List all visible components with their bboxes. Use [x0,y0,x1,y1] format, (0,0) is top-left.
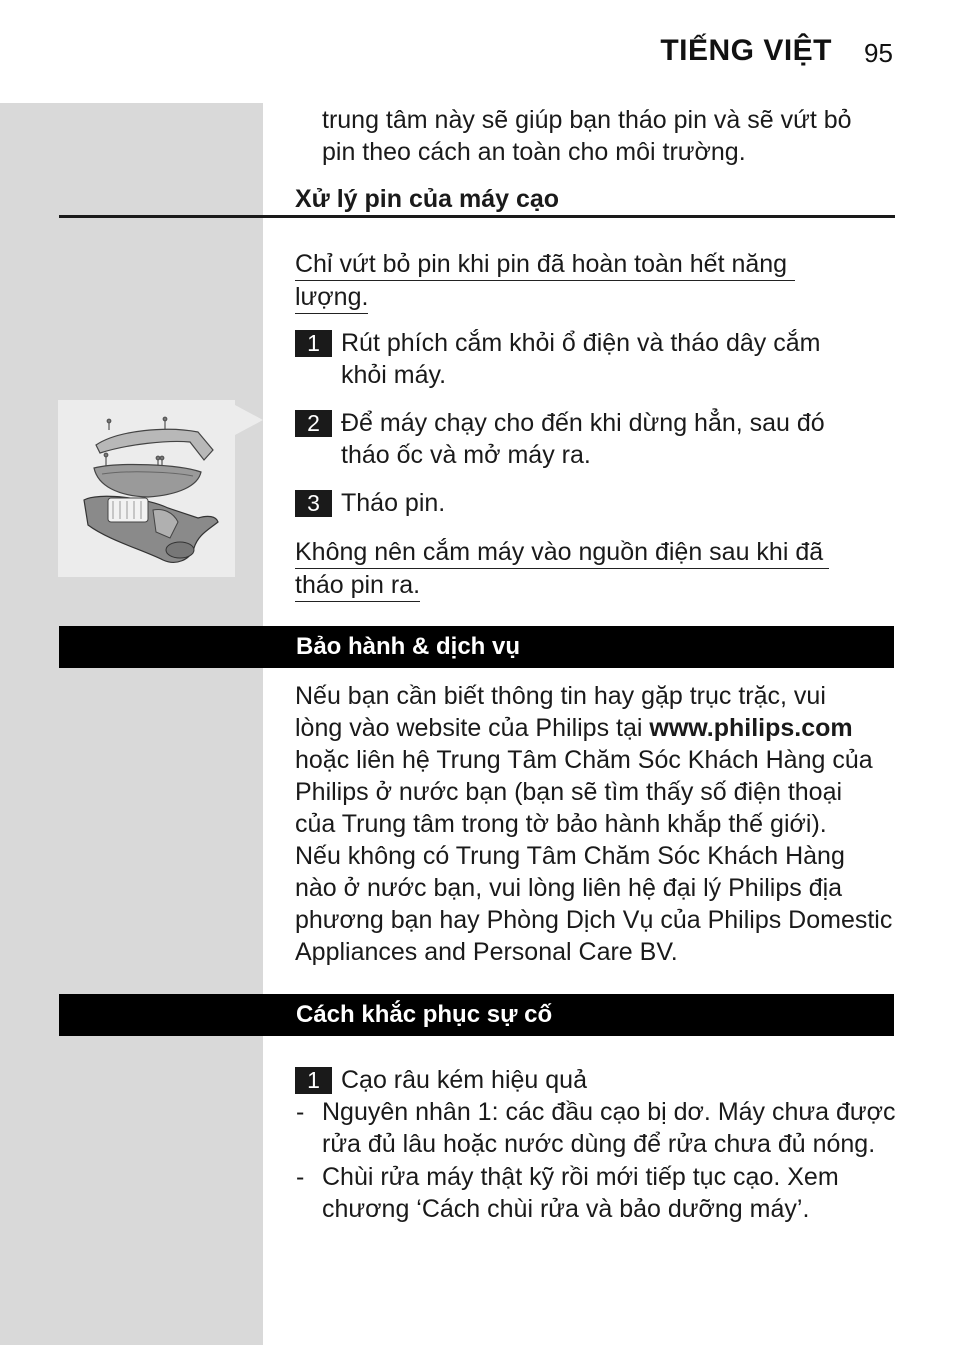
warranty-line-9: Appliances and Personal Care BV. [295,938,678,966]
warranty-paragraph [295,680,892,968]
step-1-line-1: Rút phích cắm khỏi ổ điện và tháo dây cắm [341,329,821,357]
warranty-line-6: Nếu không có Trung Tâm Chăm Sóc Khách Hàng [295,842,845,870]
bullet-1-line-2: rửa đủ lâu hoặc nước dùng để rửa chưa đủ nóng. [322,1130,876,1158]
troubleshooting-section-heading: Cách khắc phục sự cố [296,1001,553,1028]
bullet-2-line-2: chương ‘Cách chùi rửa và bảo dưỡng máy’. [322,1195,810,1223]
warning-line-1: Chỉ vứt bỏ pin khi pin đã hoàn toàn hết năng [295,248,795,281]
step-2-line-2: tháo ốc và mở máy ra. [341,441,591,469]
illustration-pointer [235,405,263,435]
page-number: 95 [864,38,893,68]
step-2-line-1: Để máy chạy cho đến khi dừng hẳn, sau đó [341,409,825,437]
section-divider [59,215,895,218]
problem-number-badge: 1 [295,1067,332,1094]
language-heading: TIẾNG VIỆT [660,34,832,67]
shaver-disassembly-illustration [58,400,235,577]
warranty-line-2: lòng vào website của Philips tại www.philips.com [295,714,853,742]
problem-1-title: Cạo râu kém hiệu quả [341,1066,587,1094]
warranty-line-8: phương bạn hay Phòng Dịch Vụ của Philips Domestic [295,906,893,934]
bullet-item-1 [0,1096,954,1160]
warranty-line-5: của Trung tâm trong tờ bảo hành khắp thế giới). [295,810,827,838]
intro-line-1: trung tâm này sẽ giúp bạn tháo pin và sẽ vứt bỏ [322,106,852,134]
bullet-1-line-1: Nguyên nhân 1: các đầu cạo bị dơ. Máy chưa được [322,1098,896,1126]
step-3-line-1: Tháo pin. [341,489,446,517]
step-number-badge: 3 [295,490,332,517]
bullet-2-line-1: Chùi rửa máy thật kỹ rồi mới tiếp tục cạo. Xem [322,1163,839,1191]
bullet-item-2 [0,1161,954,1225]
bullet-dash: - [296,1098,305,1126]
step-number-badge: 1 [295,330,332,357]
warranty-line-1: Nếu bạn cần biết thông tin hay gặp trục trặc, vui [295,682,826,710]
battery-caution [295,536,829,602]
warranty-line-3: hoặc liên hệ Trung Tâm Chăm Sóc Khách Hàng của [295,746,873,774]
caution-line-1: Không nên cắm máy vào nguồn điện sau khi đã [295,536,829,569]
warning-line-2: lượng. [295,281,368,314]
caution-line-2: tháo pin ra. [295,569,420,602]
step-number-badge: 2 [295,410,332,437]
battery-section-heading: Xử lý pin của máy cạo [295,185,560,213]
warranty-line-7: nào ở nước bạn, vui lòng liên hệ đại lý Philips địa [295,874,843,902]
bullet-dash: - [296,1163,305,1191]
step-1-line-2: khỏi máy. [341,361,447,389]
warranty-section-heading: Bảo hành & dịch vụ [296,633,521,660]
intro-line-2: pin theo cách an toàn cho môi trường. [322,138,746,166]
shaver-disassembly-drawing [58,400,235,577]
warranty-line-4: Philips ở nước bạn (bạn sẽ tìm thấy số điện thoại [295,778,843,806]
battery-warning [295,248,795,314]
philips-website-link[interactable]: www.philips.com [649,714,853,742]
